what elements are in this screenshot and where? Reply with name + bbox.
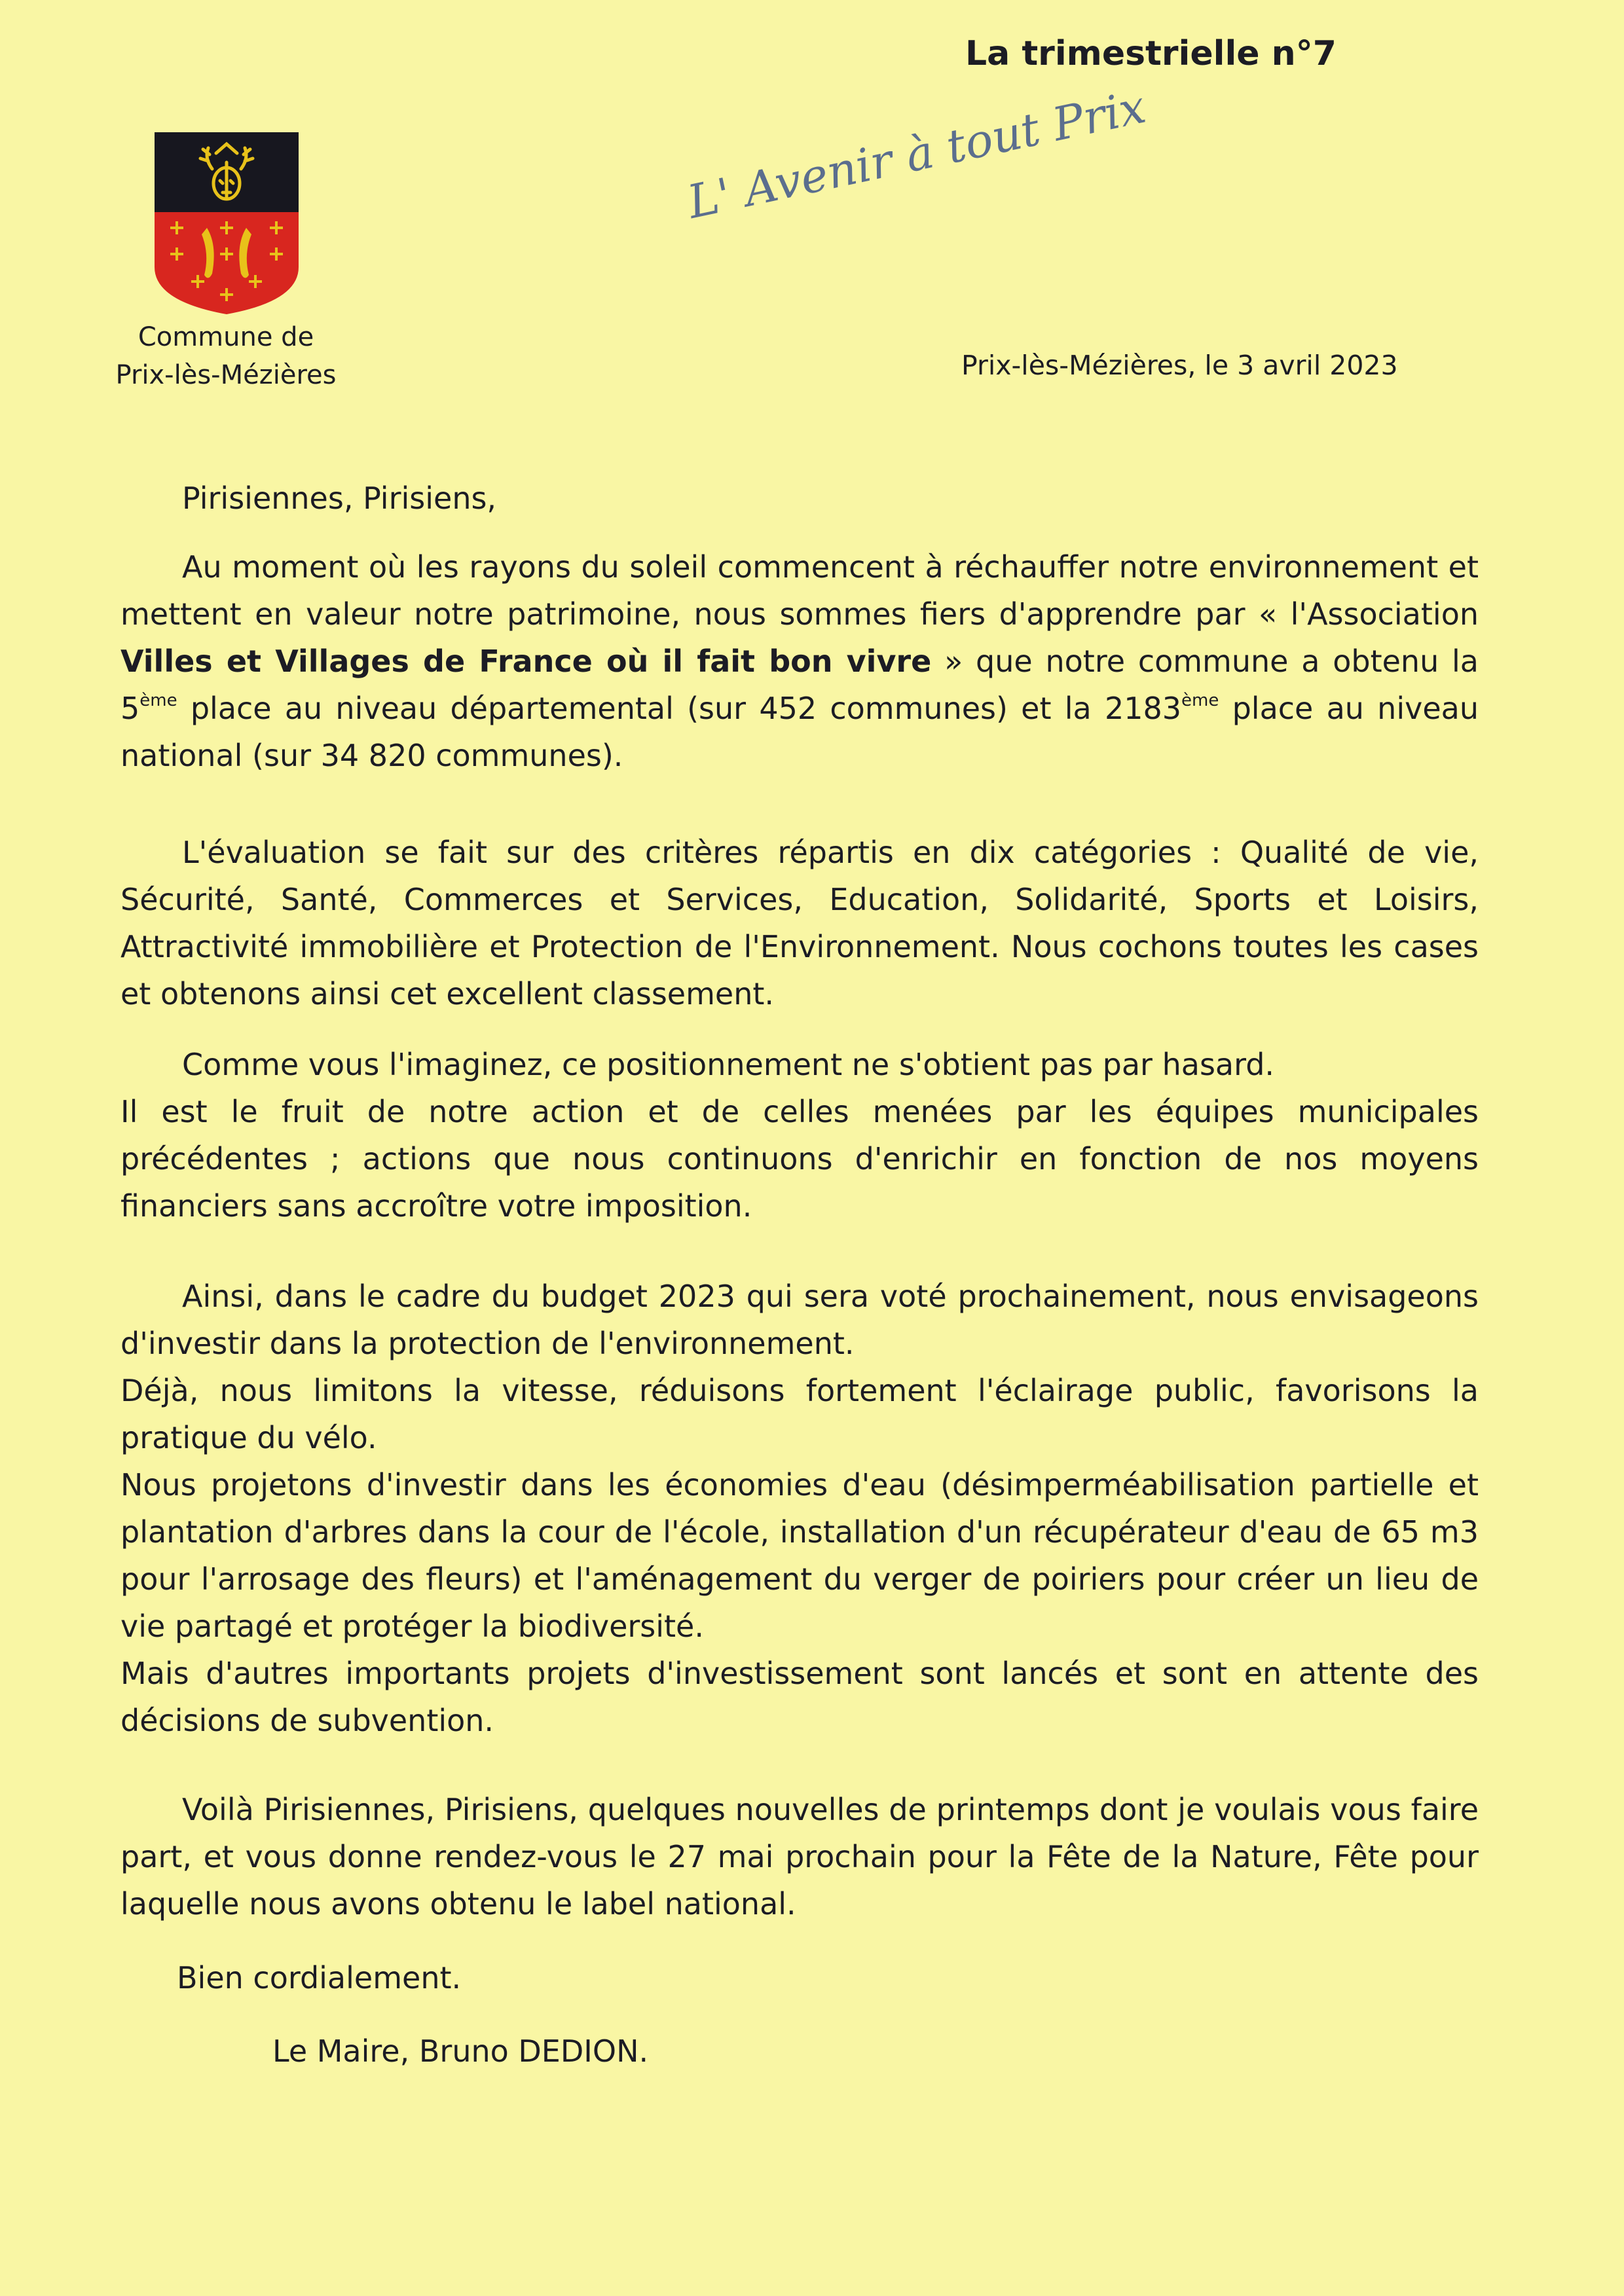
paragraph-positioning: [120, 1041, 1479, 1230]
p1-sup-2: ème: [1181, 691, 1219, 710]
p1-text-d: place au niveau national (sur 34 820 communes).: [120, 691, 1479, 773]
closing: Bien cordialement.: [177, 1960, 462, 1995]
coat-of-arms-icon: [152, 130, 301, 317]
bulletin-title: La trimestrielle n°7: [965, 34, 1337, 73]
p1-text-c: place au niveau départemental (sur 452 communes) et la 2183: [177, 691, 1182, 726]
paragraph-spring-news: [120, 1786, 1479, 1927]
p1-sup-1: ème: [139, 691, 177, 710]
p1-text-a: Au moment où les rayons du soleil commencent à réchauffer notre environnement et mettent en valeur notre patrimoine, nous sommes fiers d'apprendre par « l'Association: [120, 549, 1479, 632]
p3-text-a: Comme vous l'imaginez, ce positionnement ne s'obtient pas par hasard.: [182, 1047, 1275, 1082]
paragraph-ranking: [120, 543, 1479, 779]
p1-association-name: Villes et Villages de France où il fait bon vivre: [120, 644, 932, 679]
p1-text-b: » que notre commune a obtenu la 5: [120, 644, 1479, 726]
p3-text-b: Il est le fruit de notre action et de celles menées par les équipes municipales précédentes ; actions que nous continuons d'enrichir en fonction de nos moyens financiers sans accroître votre imposition.: [120, 1094, 1479, 1224]
paragraph-budget: [120, 1273, 1479, 1744]
commune-line1: Commune de: [138, 322, 314, 352]
p4-text-d: Mais d'autres importants projets d'investissement sont lancés et sont en attente des décisions de subvention.: [120, 1656, 1479, 1738]
commune-line2: Prix-lès-Mézières: [115, 360, 337, 390]
paragraph-evaluation: [120, 829, 1479, 1017]
p2-text: L'évaluation se fait sur des critères répartis en dix catégories : Qualité de vie, Sécurité, Santé, Commerces et Services, Education, Solidarité, Sports et Loisirs, Attractivité immobilière et Protection de l'Environnement. Nous cochons toutes les cases et obtenons ainsi cet excellent classement.: [120, 835, 1479, 1011]
commune-name: [98, 318, 354, 394]
p5-text: Voilà Pirisiennes, Pirisiens, quelques nouvelles de printemps dont je voulais vous faire part, et vous donne rendez-vous le 27 mai prochain pour la Fête de la Nature, Fête pour laquelle nous avons obtenu le label national.: [120, 1792, 1479, 1922]
salutation: Pirisiennes, Pirisiens,: [182, 481, 497, 516]
handwritten-motto: L' Avenir à tout Prix: [682, 79, 1151, 229]
signature: Le Maire, Bruno DEDION.: [272, 2033, 649, 2069]
p4-text-c: Nous projetons d'investir dans les économies d'eau (désimperméabilisation partielle et plantation d'arbres dans la cour de l'école, installation d'un récupérateur d'eau de 65 m3 pour l'arrosage des fleurs) et l'aménagement du verger de poiriers pour créer un lieu de vie partagé et protéger la biodiversité.: [120, 1467, 1479, 1644]
dateline: Prix-lès-Mézières, le 3 avril 2023: [961, 350, 1398, 381]
p4-text-b: Déjà, nous limitons la vitesse, réduisons fortement l'éclairage public, favorisons la pratique du vélo.: [120, 1373, 1479, 1455]
p4-text-a: Ainsi, dans le cadre du budget 2023 qui sera voté prochainement, nous envisageons d'investir dans la protection de l'environnement.: [120, 1279, 1479, 1361]
